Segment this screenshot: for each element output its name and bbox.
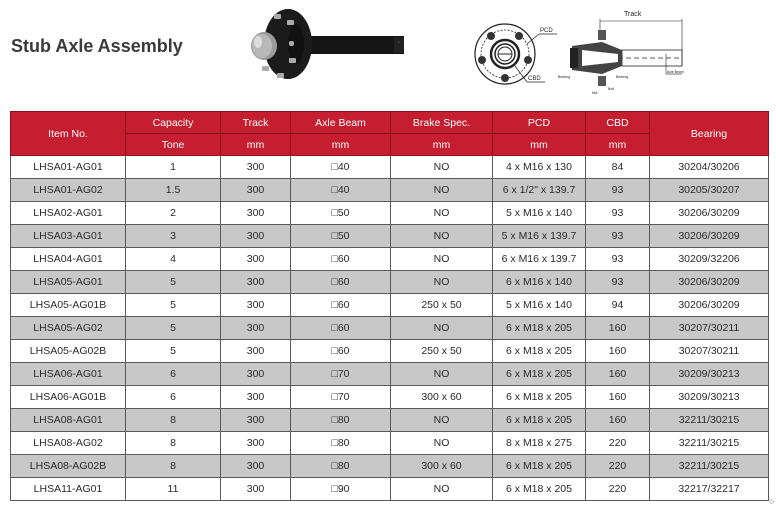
cell-bearing: 30206/30209 [650,271,769,294]
cell-capacity: 6 [126,363,221,386]
header-item-no: Item No. [11,112,126,156]
cell-pcd: 6 x M18 x 205 [493,478,586,501]
cell-track: 300 [221,248,291,271]
cell-axle-beam: □60 [291,271,391,294]
cell-bearing: 32217/32217 [650,478,769,501]
cell-pcd: 6 x M18 x 205 [493,317,586,340]
cell-capacity: 3 [126,225,221,248]
cell-track: 300 [221,179,291,202]
cell-item-no: LHSA08-AG02 [11,432,126,455]
table-row [11,202,769,225]
cell-cbd: 220 [586,432,650,455]
cell-track: 300 [221,386,291,409]
unit-capacity: Tone [126,134,221,156]
cell-cbd: 160 [586,363,650,386]
cell-brake-spec: 300 x 60 [391,386,493,409]
spec-table-body [11,156,769,501]
cell-capacity: 1.5 [126,179,221,202]
cell-brake-spec: NO [391,179,493,202]
cell-bearing: 32211/30215 [650,432,769,455]
cell-item-no: LHSA05-AG01B [11,294,126,317]
hub-side-section-diagram [558,4,688,96]
cell-pcd: 5 x M16 x 140 [493,202,586,225]
cell-capacity: 5 [126,340,221,363]
table-row [11,271,769,294]
cell-brake-spec: NO [391,432,493,455]
cell-track: 300 [221,294,291,317]
cell-item-no: LHSA05-AG02 [11,317,126,340]
cell-brake-spec: 250 x 50 [391,294,493,317]
cell-item-no: LHSA11-AG01 [11,478,126,501]
cbd-label: CBD [528,76,541,82]
cell-item-no: LHSA01-AG02 [11,179,126,202]
table-row [11,248,769,271]
table-row [11,409,769,432]
cell-axle-beam: □70 [291,363,391,386]
cell-axle-beam: □60 [291,248,391,271]
cell-cbd: 84 [586,156,650,179]
cell-pcd: 4 x M16 x 130 [493,156,586,179]
cell-bearing: 30209/30213 [650,363,769,386]
header-cbd: CBD [586,112,650,134]
hub-front-view-diagram [465,14,565,94]
cell-pcd: 8 x M18 x 275 [493,432,586,455]
cell-cbd: 93 [586,202,650,225]
cell-item-no: LHSA01-AG01 [11,156,126,179]
cell-pcd: 6 x M18 x 205 [493,363,586,386]
cell-capacity: 8 [126,432,221,455]
bearing-right-label: Bearing [616,75,629,79]
cell-cbd: 93 [586,179,650,202]
cell-cbd: 220 [586,455,650,478]
cell-track: 300 [221,340,291,363]
corner-mark: ○ [769,496,775,506]
cell-track: 300 [221,271,291,294]
header-capacity: Capacity [126,112,221,134]
cell-brake-spec: NO [391,363,493,386]
axle-beam-label: Axle Beam [667,70,684,74]
cell-cbd: 160 [586,317,650,340]
cell-cbd: 160 [586,409,650,432]
unit-brake-spec: mm [391,134,493,156]
cell-track: 300 [221,363,291,386]
unit-track: mm [221,134,291,156]
bearing-left-label: Bearing [558,75,571,79]
table-row [11,294,769,317]
cell-axle-beam: □60 [291,317,391,340]
cell-bearing: 32211/30215 [650,409,769,432]
cell-brake-spec: NO [391,478,493,501]
cell-capacity: 5 [126,271,221,294]
cell-axle-beam: □50 [291,202,391,225]
cell-brake-spec: NO [391,271,493,294]
cell-bearing: 30209/30213 [650,386,769,409]
table-row [11,156,769,179]
table-row [11,455,769,478]
cell-axle-beam: □70 [291,386,391,409]
cell-item-no: LHSA08-AG01 [11,409,126,432]
cell-capacity: 1 [126,156,221,179]
cell-item-no: LHSA05-AG01 [11,271,126,294]
unit-pcd: mm [493,134,586,156]
cell-brake-spec: NO [391,156,493,179]
cell-track: 300 [221,156,291,179]
cell-cbd: 93 [586,225,650,248]
table-row [11,317,769,340]
cell-track: 300 [221,225,291,248]
cell-brake-spec: 250 x 50 [391,340,493,363]
page-title: Stub Axle Assembly [11,36,183,56]
cell-bearing: 32211/30215 [650,455,769,478]
table-row [11,363,769,386]
cell-item-no: LHSA06-AG01 [11,363,126,386]
cell-track: 300 [221,455,291,478]
cell-capacity: 2 [126,202,221,225]
cell-cbd: 220 [586,478,650,501]
cell-axle-beam: □80 [291,432,391,455]
cell-bearing: 30206/30209 [650,225,769,248]
cell-capacity: 8 [126,455,221,478]
cell-brake-spec: NO [391,248,493,271]
cell-capacity: 4 [126,248,221,271]
cell-bearing: 30205/30207 [650,179,769,202]
cell-pcd: 6 x M18 x 205 [493,340,586,363]
cell-bearing: 30207/30211 [650,340,769,363]
cell-pcd: 6 x M18 x 205 [493,455,586,478]
cell-axle-beam: □80 [291,409,391,432]
cell-capacity: 5 [126,294,221,317]
header-axle-beam: Axle Beam [291,112,391,134]
table-row [11,478,769,501]
cell-cbd: 160 [586,386,650,409]
cell-cbd: 93 [586,248,650,271]
cell-cbd: 160 [586,340,650,363]
cell-brake-spec: NO [391,317,493,340]
unit-cbd: mm [586,134,650,156]
cell-axle-beam: □40 [291,156,391,179]
cell-pcd: 6 x M18 x 205 [493,409,586,432]
cell-pcd: 6 x M18 x 205 [493,386,586,409]
cell-track: 300 [221,409,291,432]
header-pcd: PCD [493,112,586,134]
cell-bearing: 30204/30206 [650,156,769,179]
track-label: Track [624,11,642,18]
cell-brake-spec: NO [391,202,493,225]
cell-axle-beam: □80 [291,455,391,478]
cell-axle-beam: □60 [291,294,391,317]
pcd-label: PCD [540,28,553,34]
cell-pcd: 6 x M16 x 140 [493,271,586,294]
table-row [11,340,769,363]
cell-item-no: LHSA08-AG02B [11,455,126,478]
cell-bearing: 30206/30209 [650,294,769,317]
cell-track: 300 [221,202,291,225]
cell-bearing: 30209/32206 [650,248,769,271]
cell-capacity: 6 [126,386,221,409]
cell-axle-beam: □40 [291,179,391,202]
cell-cbd: 94 [586,294,650,317]
cell-axle-beam: □90 [291,478,391,501]
nut-label: Nut [592,91,598,95]
cell-track: 300 [221,317,291,340]
cell-bearing: 30206/30209 [650,202,769,225]
cell-track: 300 [221,432,291,455]
cell-item-no: LHSA03-AG01 [11,225,126,248]
cell-cbd: 93 [586,271,650,294]
table-row [11,432,769,455]
cell-capacity: 11 [126,478,221,501]
unit-axle-beam: mm [291,134,391,156]
cell-axle-beam: □50 [291,225,391,248]
cell-item-no: LHSA04-AG01 [11,248,126,271]
cell-item-no: LHSA02-AG01 [11,202,126,225]
cell-pcd: 5 x M16 x 140 [493,294,586,317]
cell-brake-spec: NO [391,409,493,432]
cell-item-no: LHSA05-AG02B [11,340,126,363]
cell-axle-beam: □60 [291,340,391,363]
table-row [11,225,769,248]
header-track: Track [221,112,291,134]
bolt-label: Bolt [608,87,615,91]
cell-capacity: 8 [126,409,221,432]
table-row [11,179,769,202]
cell-capacity: 5 [126,317,221,340]
stub-axle-photo [244,6,404,88]
cell-pcd: 6 x M16 x 139.7 [493,248,586,271]
cell-item-no: LHSA06-AG01B [11,386,126,409]
cell-pcd: 5 x M16 x 139.7 [493,225,586,248]
cell-pcd: 6 x 1/2" x 139.7 [493,179,586,202]
cell-brake-spec: 300 x 60 [391,455,493,478]
cell-brake-spec: NO [391,225,493,248]
header-brake-spec: Brake Spec. [391,112,493,134]
table-row [11,386,769,409]
cell-bearing: 30207/30211 [650,317,769,340]
spec-table [10,111,769,501]
header-bearing: Bearing [650,112,769,156]
cell-track: 300 [221,478,291,501]
